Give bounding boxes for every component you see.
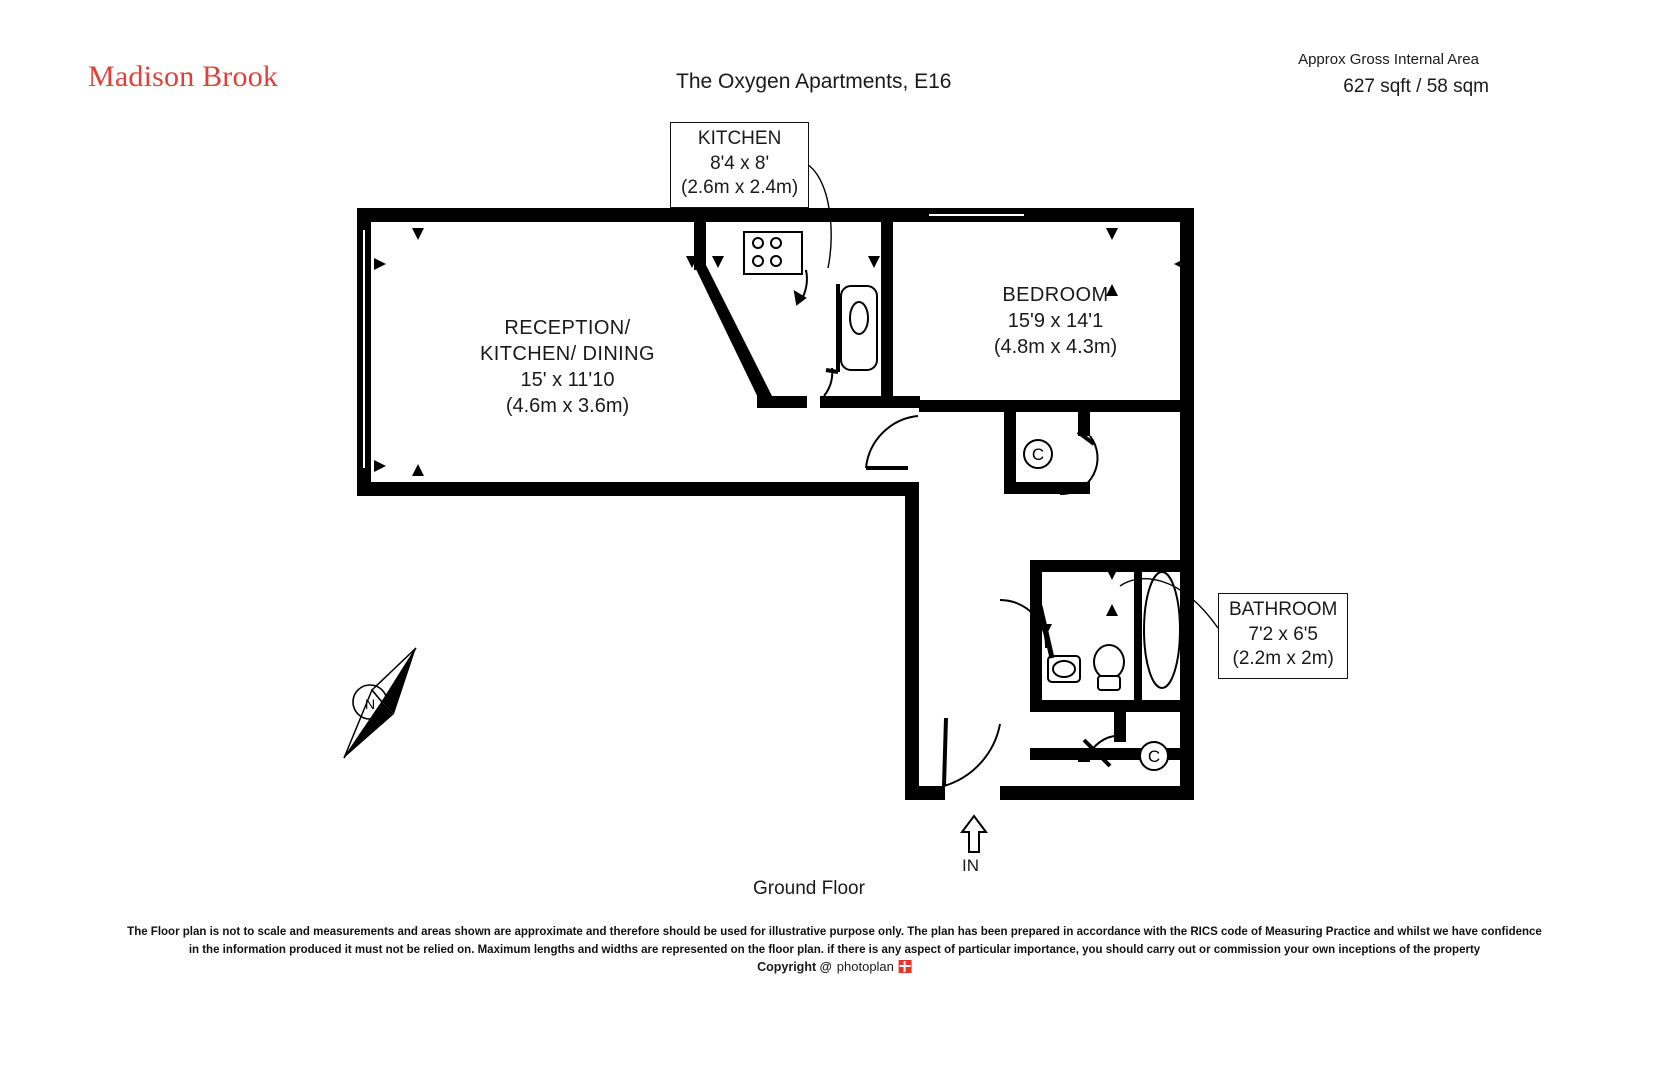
copyright-prefix: Copyright @ [757,959,832,974]
page-title: The Oxygen Apartments, E16 [676,70,952,93]
brand-logo: Madison Brook [88,60,279,93]
room-dim-kitchen-imperial: 8'4 x 8' [710,152,770,174]
compass-letter: N [364,696,376,712]
room-name-bedroom: BEDROOM [1002,284,1109,306]
copyright-line [757,959,912,974]
room-label-bathroom [1218,593,1348,679]
room-dim-bathroom-imperial: 7'2 x 6'5 [1248,623,1318,645]
room-label-reception [440,315,695,419]
entrance-arrow-icon [952,814,998,856]
entrance-label: IN [962,856,979,875]
room-label-kitchen [670,122,809,208]
area-value: 627 sqft / 58 sqm [1343,76,1489,97]
room-name-kitchen: KITCHEN [697,128,782,149]
room-dim-bathroom-metric: (2.2m x 2m) [1232,648,1334,670]
compass-north-icon [320,640,450,770]
cupboard-lower-marker [1128,730,1180,782]
area-label: Approx Gross Internal Area [1298,51,1479,68]
cupboard-upper-label: C [1031,445,1045,464]
disclaimer-text: The Floor plan is not to scale and measurements and areas shown are approximate and therefore should be used for illustrative purpose only. The plan has been prepared in accordance with the RICS code of Measuring Practice and whilst we have confidence in the information produced it must not be relied on. Maximum lengths and widths are represented on the floor plan. if there is any aspect of particular importance, you should carry out or commission your own inceptions of the property [127,926,1542,956]
room-dim-bedroom-imperial: 15'9 x 14'1 [1007,310,1104,332]
room-dim-bedroom-metric: (4.8m x 4.3m) [993,336,1118,358]
room-name-reception-line1: RECEPTION/ [504,317,631,339]
room-label-bedroom [928,282,1183,360]
cupboard-upper-marker [1012,428,1064,480]
photoplan-mark-icon [899,960,912,973]
bath-fixture [841,286,877,370]
kitchen-fixtures [744,232,802,274]
cupboard-lower-label: C [1147,747,1161,766]
photoplan-wordmark: photoplan [836,959,894,974]
room-name-reception-line2: KITCHEN/ DINING [480,343,655,365]
floor-name: Ground Floor [753,878,865,899]
room-dim-reception-metric: (4.6m x 3.6m) [505,395,630,417]
room-name-bathroom: BATHROOM [1229,599,1338,620]
bathroom-fixtures [1048,572,1180,690]
room-dim-kitchen-metric: (2.6m x 2.4m) [681,177,799,199]
callout-leaders [798,160,1218,628]
room-dim-reception-imperial: 15' x 11'10 [520,369,615,391]
